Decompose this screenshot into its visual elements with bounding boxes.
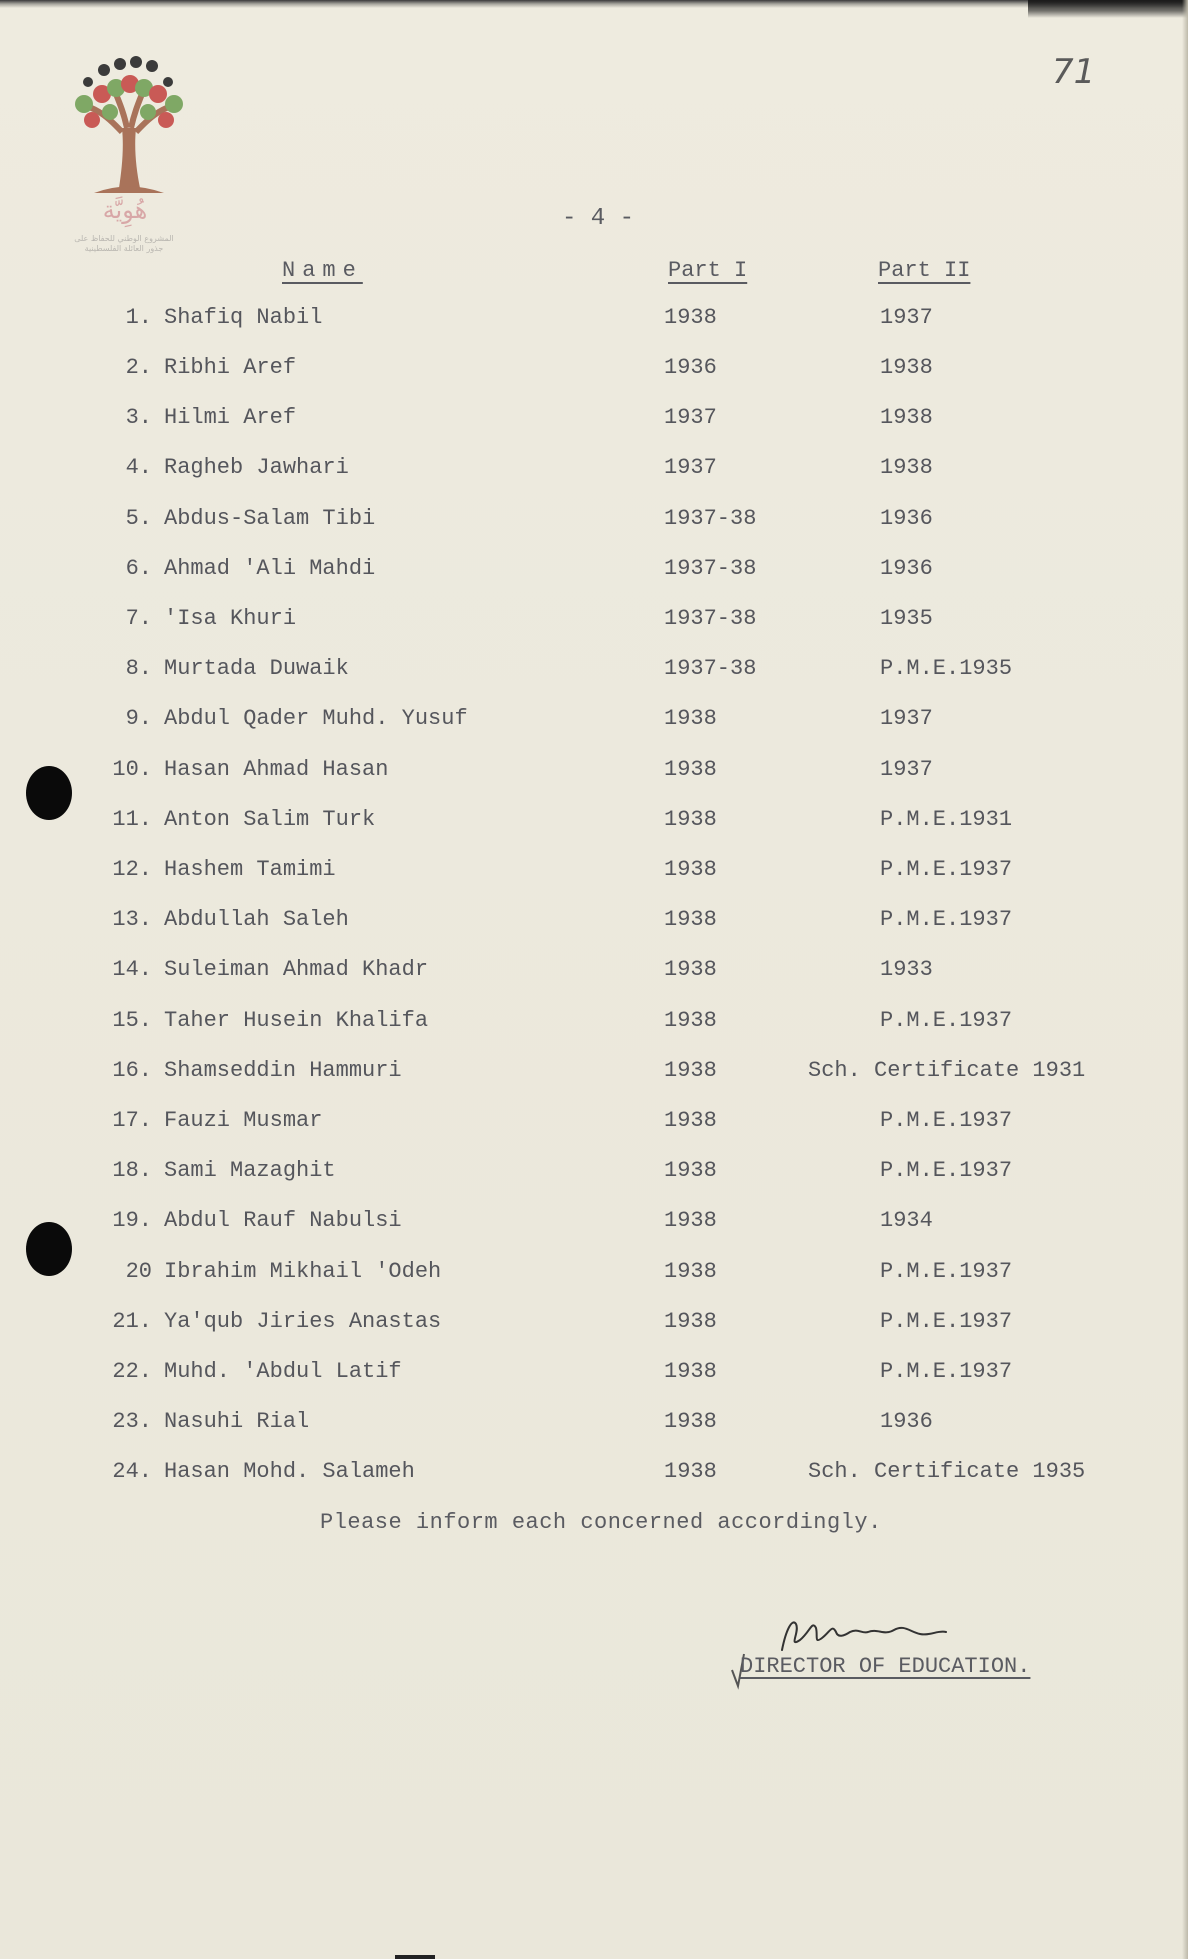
row-part1: 1938 [664, 807, 717, 832]
handwritten-page-note: 71 [1052, 52, 1096, 92]
row-part1: 1937-38 [664, 506, 757, 531]
table-row [0, 1158, 1188, 1198]
row-name: Hasan Ahmad Hasan [164, 757, 389, 782]
row-number: 15. [112, 1008, 152, 1033]
row-name: Muhd. 'Abdul Latif [164, 1359, 402, 1384]
logo-subtitle [54, 234, 194, 254]
row-number: 4. [125, 455, 152, 480]
row-part1: 1938 [664, 957, 717, 982]
row-part1: 1938 [664, 1359, 717, 1384]
row-part1: 1937-38 [664, 556, 757, 581]
row-name: Abdul Qader Muhd. Yusuf [164, 706, 468, 731]
table-row [0, 1309, 1188, 1349]
scan-corner-shadow [1028, 0, 1188, 18]
header-part2: Part II [878, 258, 971, 283]
table-row [0, 305, 1188, 345]
row-number: 13. [112, 907, 152, 932]
row-part2: 1938 [880, 455, 933, 480]
row-name: Shamseddin Hammuri [164, 1058, 402, 1083]
row-number: 21. [112, 1309, 152, 1334]
row-name: Ahmad 'Ali Mahdi [164, 556, 376, 581]
table-row [0, 807, 1188, 847]
punch-hole-bottom [26, 1222, 72, 1276]
row-number: 18. [112, 1158, 152, 1183]
table-row [0, 1259, 1188, 1299]
row-part1: 1938 [664, 757, 717, 782]
table-row [0, 1409, 1188, 1449]
row-part1: 1938 [664, 706, 717, 731]
row-part2: 1937 [880, 706, 933, 731]
logo-subtitle-line2: جذور العائلة الفلسطينية [84, 244, 164, 253]
row-part1: 1936 [664, 355, 717, 380]
row-part2: 1938 [880, 405, 933, 430]
row-part2: P.M.E.1937 [880, 1108, 1013, 1133]
row-number: 12. [112, 857, 152, 882]
table-row [0, 355, 1188, 395]
row-part1: 1938 [664, 1459, 717, 1484]
row-part2: Sch. Certificate 1935 [808, 1459, 1086, 1484]
row-name: Hilmi Aref [164, 405, 297, 430]
table-row [0, 506, 1188, 546]
row-part1: 1938 [664, 1309, 717, 1334]
row-number: 10. [112, 757, 152, 782]
row-part1: 1938 [664, 1158, 717, 1183]
table-row [0, 706, 1188, 746]
row-part1: 1937 [664, 455, 717, 480]
row-number: 14. [112, 957, 152, 982]
table-row [0, 907, 1188, 947]
signature-icon [770, 1610, 970, 1660]
row-part2: 1936 [880, 1409, 933, 1434]
table-row [0, 1208, 1188, 1248]
row-number: 23. [112, 1409, 152, 1434]
row-part1: 1938 [664, 305, 717, 330]
table-row [0, 757, 1188, 797]
row-part2: P.M.E.1935 [880, 656, 1013, 681]
table-row [0, 857, 1188, 897]
row-part1: 1938 [664, 1058, 717, 1083]
row-name: 'Isa Khuri [164, 606, 297, 631]
table-row [0, 1459, 1188, 1499]
row-part1: 1937-38 [664, 606, 757, 631]
row-name: Hashem Tamimi [164, 857, 336, 882]
header-name: Name [282, 258, 363, 283]
row-part1: 1937 [664, 405, 717, 430]
row-name: Abdus-Salam Tibi [164, 506, 376, 531]
row-name: Abdul Rauf Nabulsi [164, 1208, 402, 1233]
row-name: Nasuhi Rial [164, 1409, 310, 1434]
row-part2: 1938 [880, 355, 933, 380]
row-part2: 1936 [880, 556, 933, 581]
table-row [0, 455, 1188, 495]
header-part1: Part I [668, 258, 748, 283]
table-row [0, 1008, 1188, 1048]
signature-title: DIRECTOR OF EDUCATION. [740, 1654, 1031, 1679]
row-part2: 1933 [880, 957, 933, 982]
row-number: 22. [112, 1359, 152, 1384]
row-name: Hasan Mohd. Salameh [164, 1459, 415, 1484]
table-row [0, 1359, 1188, 1399]
row-name: Ibrahim Mikhail 'Odeh [164, 1259, 442, 1284]
row-name: Ribhi Aref [164, 355, 297, 380]
row-part2: P.M.E.1937 [880, 1158, 1013, 1183]
scan-bottom-mark [395, 1955, 435, 1959]
row-part2: 1937 [880, 305, 933, 330]
row-part2: 1935 [880, 606, 933, 631]
row-name: Ya'qub Jiries Anastas [164, 1309, 442, 1334]
row-part1: 1938 [664, 1259, 717, 1284]
row-name: Murtada Duwaik [164, 656, 349, 681]
row-part2: Sch. Certificate 1931 [808, 1058, 1086, 1083]
row-part2: P.M.E.1937 [880, 1008, 1013, 1033]
row-name: Sami Mazaghit [164, 1158, 336, 1183]
row-name: Suleiman Ahmad Khadr [164, 957, 429, 982]
row-part2: 1937 [880, 757, 933, 782]
row-number: 2. [125, 355, 152, 380]
row-part1: 1938 [664, 1208, 717, 1233]
table-row [0, 656, 1188, 696]
row-number: 17. [112, 1108, 152, 1133]
row-number: 6. [125, 556, 152, 581]
row-part1: 1938 [664, 1108, 717, 1133]
tree-logo-icon [64, 48, 194, 198]
row-number: 19. [112, 1208, 152, 1233]
table-row [0, 1058, 1188, 1098]
row-part2: 1936 [880, 506, 933, 531]
row-part2: P.M.E.1937 [880, 1309, 1013, 1334]
row-number: 7. [125, 606, 152, 631]
row-name: Ragheb Jawhari [164, 455, 349, 480]
row-number: 24. [112, 1459, 152, 1484]
row-part1: 1938 [664, 857, 717, 882]
row-part2: P.M.E.1937 [880, 857, 1013, 882]
row-part2: P.M.E.1937 [880, 1259, 1013, 1284]
row-name: Shafiq Nabil [164, 305, 323, 330]
row-number: 1. [125, 305, 152, 330]
scan-top-shadow [0, 0, 1188, 8]
table-row [0, 405, 1188, 445]
row-part2: 1934 [880, 1208, 933, 1233]
table-row [0, 1108, 1188, 1148]
row-number: 11. [112, 807, 152, 832]
row-number: 16. [112, 1058, 152, 1083]
row-number: 8. [125, 656, 152, 681]
punch-hole-top [26, 766, 72, 820]
page-number: - 4 - [562, 205, 635, 232]
logo-arabic-title: هُوِيَّة [102, 196, 148, 224]
row-number: 20 [125, 1259, 152, 1284]
table-row [0, 556, 1188, 596]
row-part1: 1938 [664, 1409, 717, 1434]
row-part1: 1937-38 [664, 656, 757, 681]
row-part1: 1938 [664, 907, 717, 932]
logo-subtitle-line1: المشروع الوطني للحفاظ على [74, 234, 174, 243]
row-name: Anton Salim Turk [164, 807, 376, 832]
table-row [0, 606, 1188, 646]
row-number: 5. [125, 506, 152, 531]
row-number: 9. [125, 706, 152, 731]
row-name: Fauzi Musmar [164, 1108, 323, 1133]
row-name: Taher Husein Khalifa [164, 1008, 429, 1033]
row-part2: P.M.E.1931 [880, 807, 1013, 832]
closing-note: Please inform each concerned accordingly. [320, 1510, 882, 1535]
row-part2: P.M.E.1937 [880, 907, 1013, 932]
table-row [0, 957, 1188, 997]
row-part2: P.M.E.1937 [880, 1359, 1013, 1384]
row-part1: 1938 [664, 1008, 717, 1033]
row-name: Abdullah Saleh [164, 907, 349, 932]
row-number: 3. [125, 405, 152, 430]
